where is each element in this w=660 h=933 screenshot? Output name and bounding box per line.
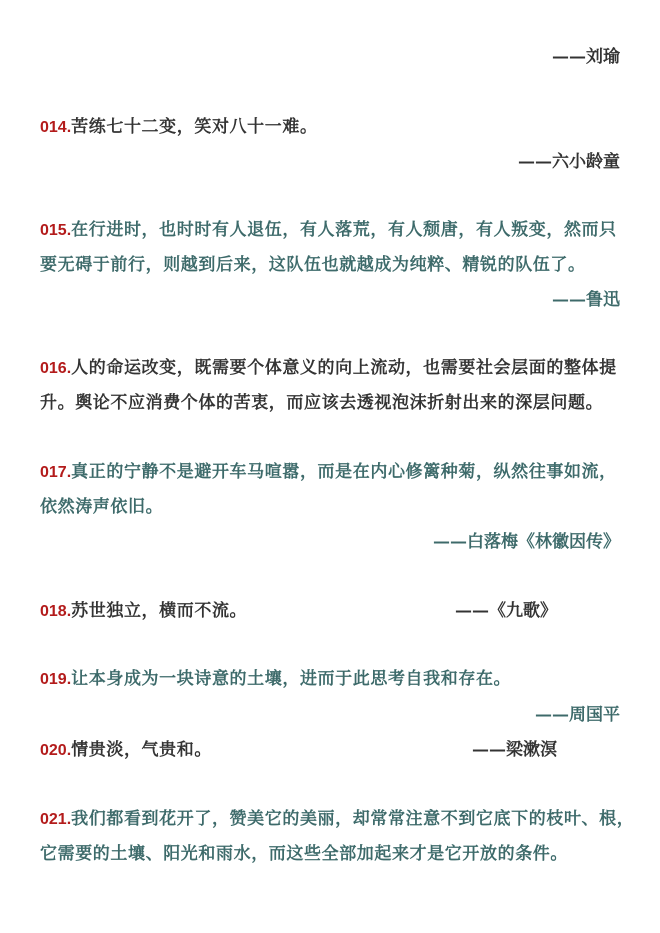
quote-018-number: 018. [40, 603, 72, 620]
quote-015-text-1: 在行进时，也时时有人退伍，有人落荒，有人颓唐，有人叛变，然而只 [71, 220, 617, 240]
quote-021-text-1: 我们都看到花开了，赞美它的美丽，却常常注意不到它底下的枝叶、根， [71, 809, 635, 829]
quote-021-number: 021. [40, 811, 72, 828]
quote-013-author: ——刘瑜 [552, 47, 620, 67]
quote-017-line-1 [40, 462, 617, 483]
quote-015-text-2: 要无碍于前行，则越到后来，这队伍也就越成为纯粹、精锐的队伍了。 [40, 255, 586, 275]
quote-019-line-1 [40, 669, 511, 690]
quote-019-author: ——周国平 [535, 705, 620, 725]
quote-016-text-1: 人的命运改变，既需要个体意义的向上流动，也需要社会层面的整体提 [71, 358, 617, 378]
quote-018-text: 苏世独立，横而不流。 [71, 601, 248, 621]
quote-017-number: 017. [40, 464, 72, 481]
quote-018-line-1 [40, 601, 247, 622]
quote-014-number: 014. [40, 119, 72, 136]
quote-014-text: 苦练七十二变，笑对八十一难。 [71, 117, 318, 137]
quote-015-number: 015. [40, 222, 72, 239]
quote-014-line-1 [40, 117, 318, 138]
quote-021-text-2: 它需要的土壤、阳光和雨水，而这些全部加起来才是它开放的条件。 [40, 844, 568, 864]
quote-018-author: ——《九歌》 [455, 601, 557, 621]
quote-020-number: 020. [40, 742, 72, 759]
quote-016-line-1 [40, 358, 617, 379]
quote-020-author: ——梁漱溟 [472, 740, 557, 760]
quote-016-text-2: 升。舆论不应消费个体的苦衷，而应该去透视泡沫折射出来的深层问题。 [40, 393, 604, 413]
quote-015-line-1 [40, 220, 617, 241]
quote-020-text: 情贵淡，气贵和。 [71, 740, 212, 760]
quote-015-author: ——鲁迅 [552, 290, 620, 310]
quote-016-number: 016. [40, 360, 72, 377]
quote-020-line-1 [40, 740, 212, 761]
quote-014-author: ——六小龄童 [518, 152, 620, 172]
quote-019-text: 让本身成为一块诗意的土壤，进而于此思考自我和存在。 [71, 669, 512, 689]
quote-017-text-2: 依然涛声依旧。 [40, 497, 164, 517]
quote-017-text-1: 真正的宁静不是避开车马喧嚣，而是在内心修篱种菊，纵然往事如流， [71, 462, 617, 482]
quote-021-line-1 [40, 809, 634, 830]
quote-017-author: ——白落梅《林徽因传》 [433, 532, 620, 552]
quote-019-number: 019. [40, 671, 72, 688]
